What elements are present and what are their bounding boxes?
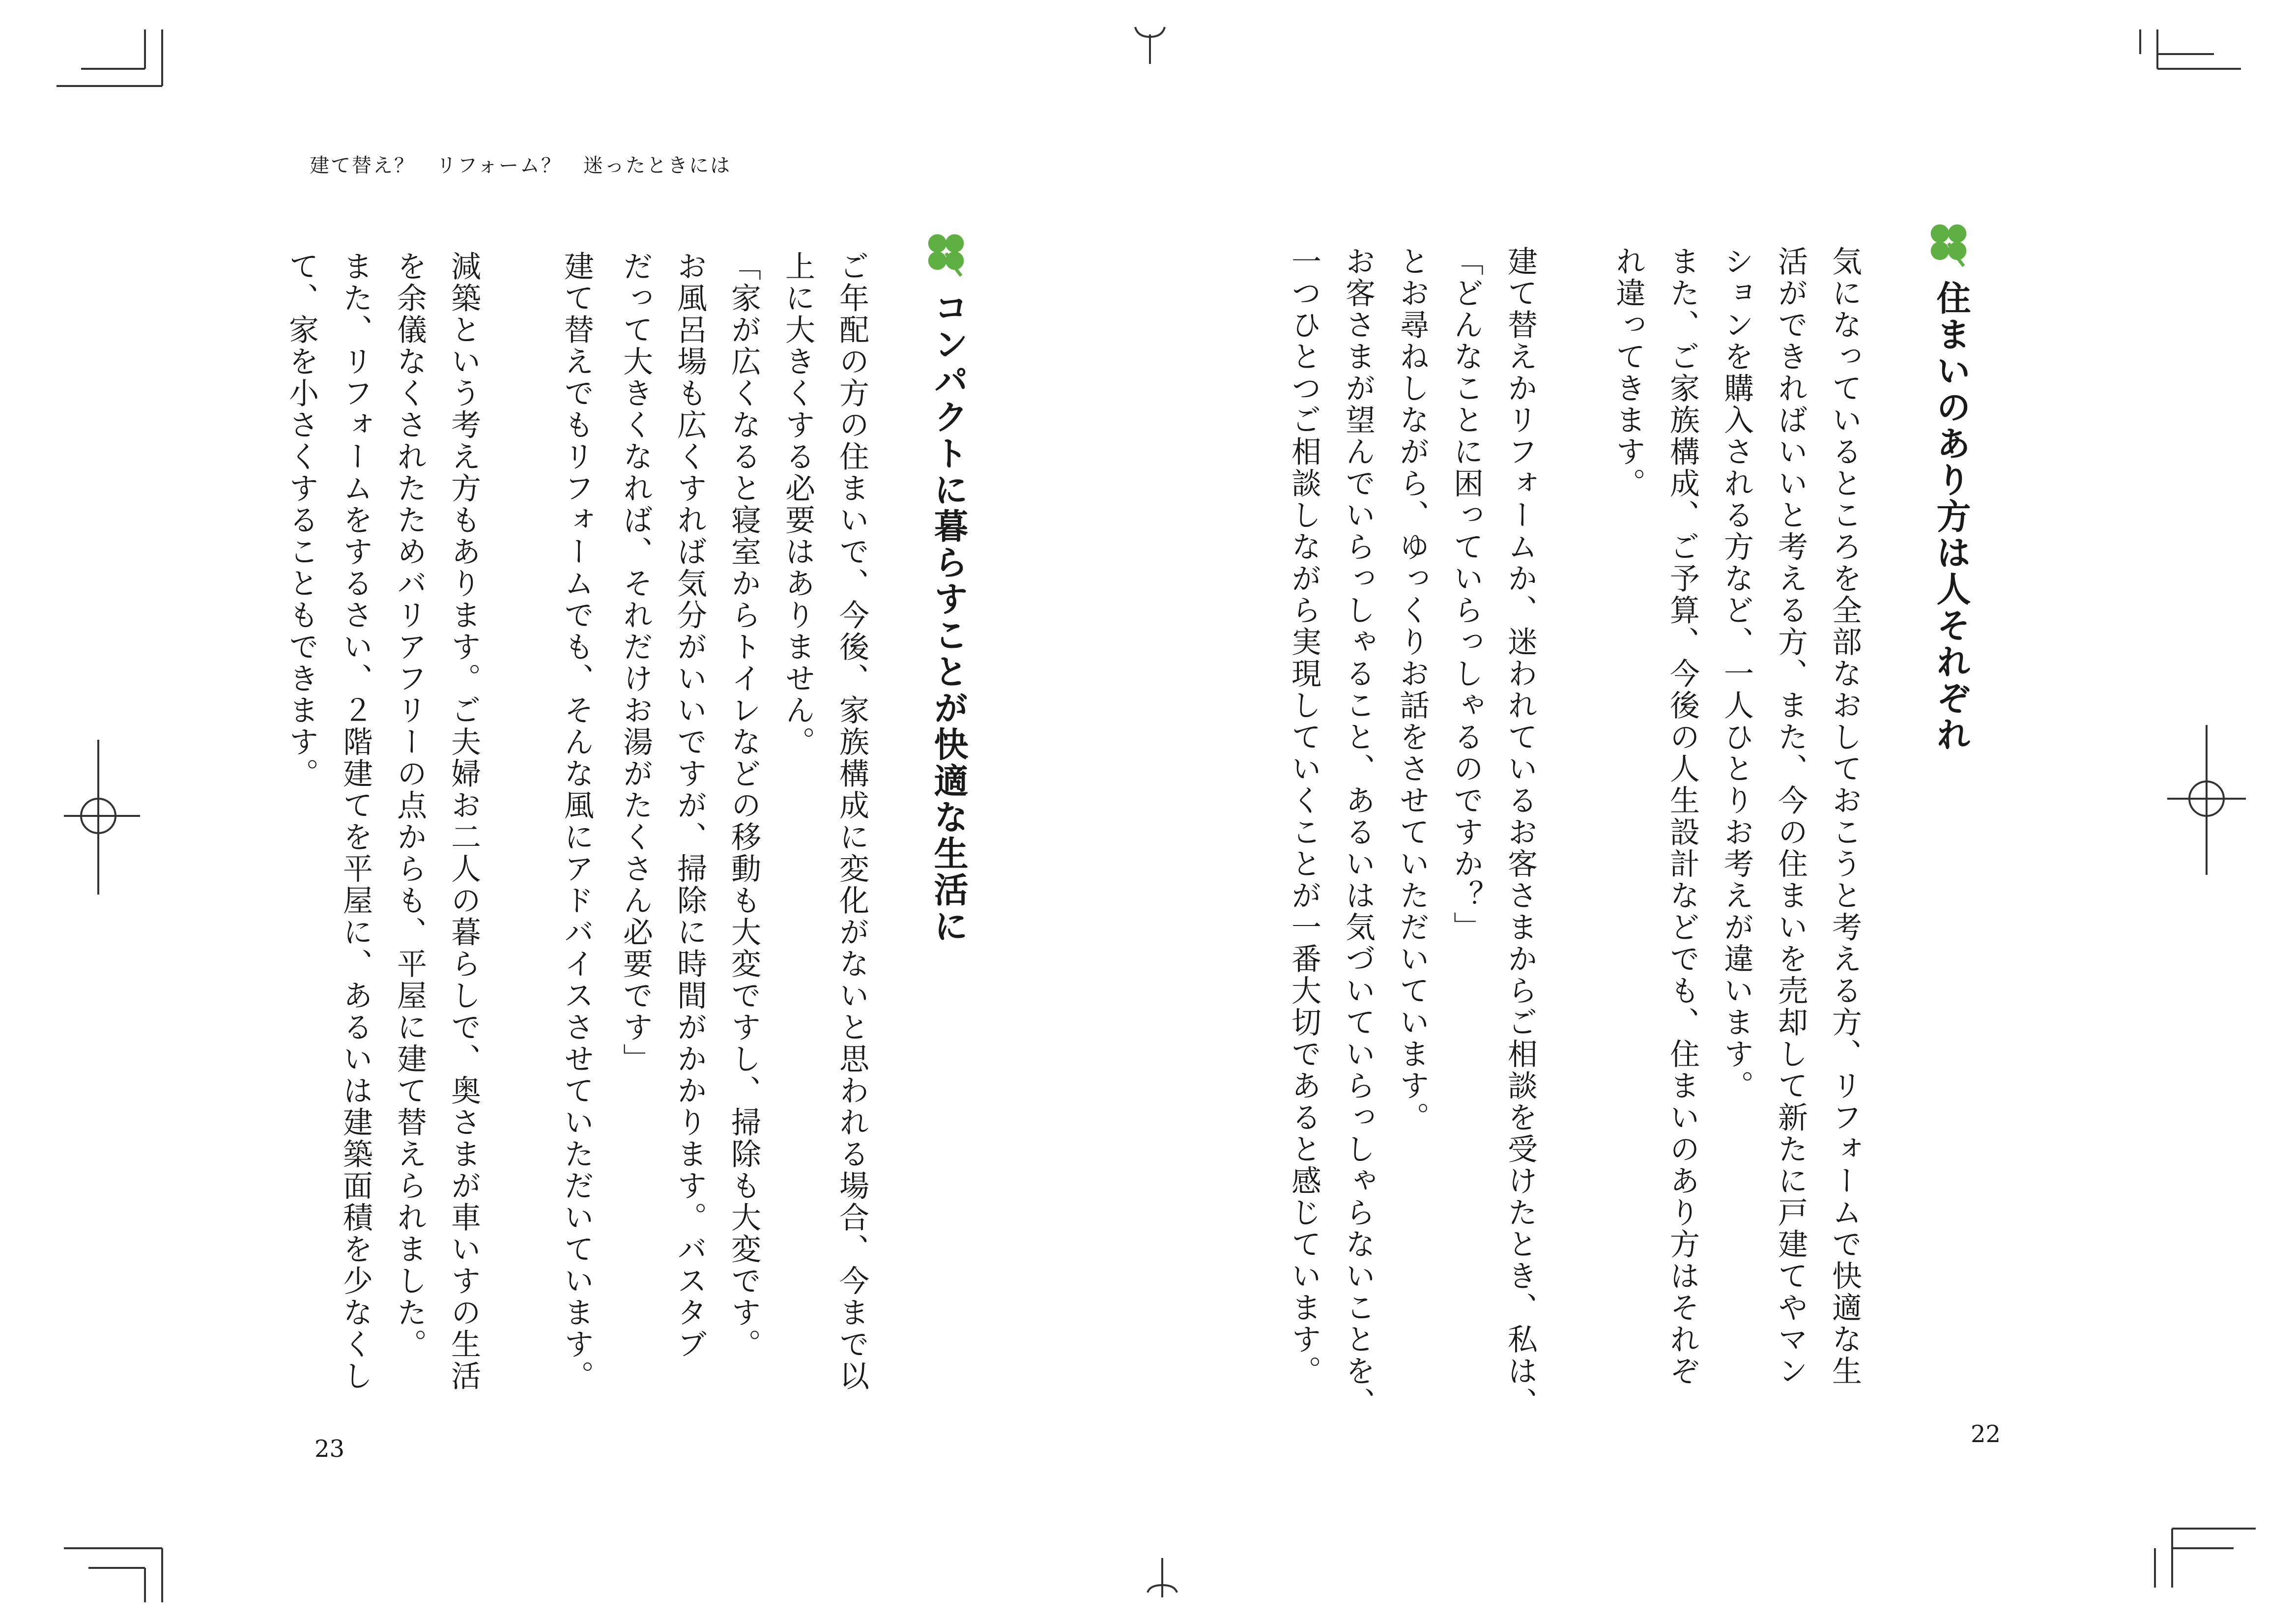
body-column: 気になっているところを全部なおしておこうと考える方、リフォームで快適な生	[1827, 246, 1862, 1387]
body-column: ションを購入される方など、一人ひとりお考えが違います。	[1719, 246, 1754, 1102]
body-column: 活ができればいいと考える方、また、今の住まいを売却して新たに戸建てやマン	[1773, 246, 1808, 1387]
body-column: 上に大きくする必要はありません。	[780, 251, 815, 758]
section-heading-right: 住まいのあり方は人それぞれ	[1931, 280, 1971, 753]
page-number-right: 22	[1971, 1420, 2001, 1448]
body-column: とお尋ねしながら、ゆっくりお話をさせていただいています。	[1395, 246, 1430, 1133]
body-column: 「家が広くなると寝室からトイレなどの移動も大変ですし、掃除も大変です。	[726, 251, 761, 1360]
body-column: また、リフォームをするさい、２階建てを平屋に、あるいは建築面積を少なくし	[338, 251, 373, 1392]
body-column: だって大きくなれば、それだけお湯がたくさん必要です」	[618, 251, 653, 1075]
body-column: また、ご家族構成、ご予算、今後の人生設計などでも、住まいのあり方はそれぞ	[1665, 246, 1700, 1387]
clover-icon	[919, 226, 973, 280]
body-column: 建て替えでもリフォームでも、そんな風にアドバイスさせていただいています。	[559, 251, 594, 1392]
body-column: ご年配の方の住まいで、今後、家族構成に変化がないと思われる場合、今まで以	[834, 251, 869, 1392]
body-column: お風呂場も広くすれば気分がいいですが、掃除に時間がかかります。バスタブ	[672, 251, 707, 1360]
body-column: 「どんなことに困っていらっしゃるのですか？」	[1449, 246, 1484, 943]
page-number-left: 23	[315, 1435, 345, 1463]
body-column: お客さまが望んでいらっしゃること、あるいは気づいていらっしゃらないことを、	[1341, 246, 1376, 1419]
body-column: 一つひとつご相談しながら実現していくことが一番大切であると感じています。	[1287, 246, 1321, 1387]
body-column: て、家を小さくすることもできます。	[284, 251, 319, 790]
section-heading-left: コンパクトに暮らすことが快適な生活に	[928, 290, 969, 945]
body-column: れ違ってきます。	[1611, 246, 1646, 499]
body-column: 減築という考え方もあります。ご夫婦お二人の暮らしで、奥さまが車いすの生活	[446, 251, 481, 1392]
running-head: 建て替え？ リフォーム？ 迷ったときには	[310, 154, 731, 177]
body-column: 建て替えかリフォームか、迷われているお客さまからご相談を受けたとき、私は、	[1503, 246, 1538, 1419]
clover-icon	[1922, 216, 1976, 270]
body-column: を余儀なくされたためバリアフリーの点からも、平屋に建て替えられました。	[392, 251, 427, 1360]
